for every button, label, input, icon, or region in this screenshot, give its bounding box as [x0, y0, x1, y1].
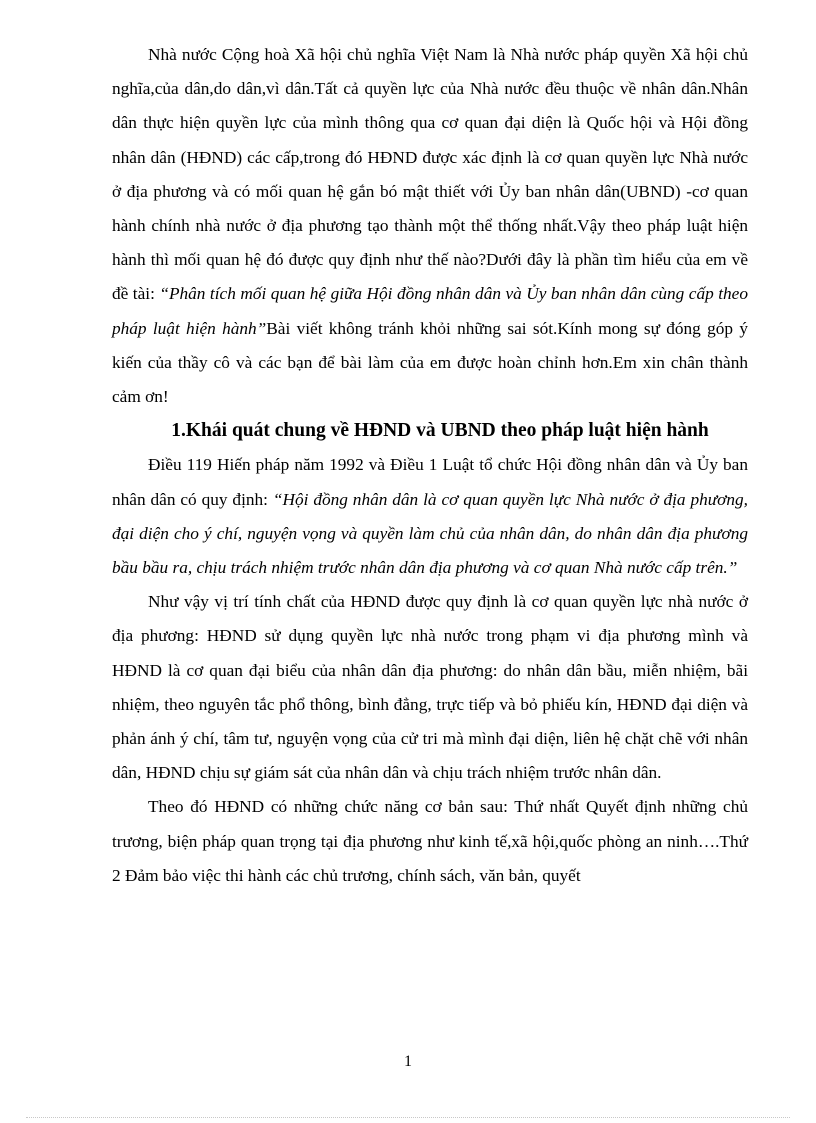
page-bottom-divider: [26, 1117, 790, 1118]
intro-paragraph: [112, 38, 748, 414]
law-citation-text: Điều 119 Hiến pháp năm 1992 và Điều 1 Luật tổ chức Hội đồng nhân dân và Ủy ban nhân dân có quy định:: [112, 455, 748, 509]
section-heading: 1.Khái quát chung về HĐND và UBND theo pháp luật hiện hành: [171, 420, 709, 442]
intro-text-1: Nhà nước Cộng hoà Xã hội chủ nghĩa Việt Nam là Nhà nước pháp quyền Xã hội chủ nghĩa,của dân,do dân,vì dân.Tất cả quyền lực của Nhà nước đều thuộc về nhân dân.Nhân dân thực hiện quyền lực của mình thông qua cơ quan đại diện là Quốc hội và Hội đồng nhân dân (HĐND) các cấp,trong đó HĐND được xác định là cơ quan quyền lực Nhà nước ở địa phương và có mối quan hệ gắn bó mật thiết với Ủy ban nhân dân(UBND) -cơ quan hành chính nhà nước ở địa phương tạo thành một thể thống nhất.Vậy theo pháp luật hiện hành thì mối quan hệ đó được quy định như thế nào?Dưới đây là phần tìm hiểu của em về đề tài:: [112, 45, 748, 304]
law-citation-paragraph: [112, 448, 748, 585]
law-quote: “Hội đồng nhân dân là cơ quan quyền lực Nhà nước ở địa phương, đại diện cho ý chí, nguyện vọng và quyền làm chủ của nhân dân, do nhân dân địa phương bầu bầu ra, chịu trách nhiệm trước nhân dân địa phương và cơ quan Nhà nước cấp trên.”: [112, 489, 748, 578]
document-page: [112, 38, 748, 893]
page-number: 1: [404, 1053, 412, 1070]
position-paragraph: Như vậy vị trí tính chất của HĐND được quy định là cơ quan quyền lực nhà nước ở địa phương: HĐND sử dụng quyền lực nhà nước trong phạm vi địa phương mình và HĐND là cơ quan đại biểu của nhân dân địa phương: do nhân dân bầu, miễn nhiệm, bãi nhiệm, theo nguyên tắc phổ thông, bình đẳng, trực tiếp và bỏ phiếu kín, HĐND đại diện và phản ánh ý chí, tâm tư, nguyện vọng của cử tri mà mình đại diện, liên hệ chặt chẽ với nhân dân, HĐND chịu sự giám sát của nhân dân và chịu trách nhiệm trước nhân dân.: [112, 592, 748, 783]
intro-text-2: Bài viết không tránh khỏi những sai sót.Kính mong sự đóng góp ý kiến của thầy cô và các bạn để bài làm của em được hoàn chỉnh hơn.Em xin chân thành cảm ơn!: [112, 318, 748, 407]
functions-paragraph: Theo đó HĐND có những chức năng cơ bản sau: Thứ nhất Quyết định những chủ trương, biện pháp quan trọng tại địa phương như kinh tế,xã hội,quốc phòng an ninh….Thứ 2 Đảm bảo việc thi hành các chủ trương, chính sách, văn bản, quyết: [112, 797, 748, 885]
topic-title: “Phân tích mối quan hệ giữa Hội đồng nhân dân và Ủy ban nhân dân cùng cấp theo pháp luật hiện hành”: [112, 284, 748, 338]
